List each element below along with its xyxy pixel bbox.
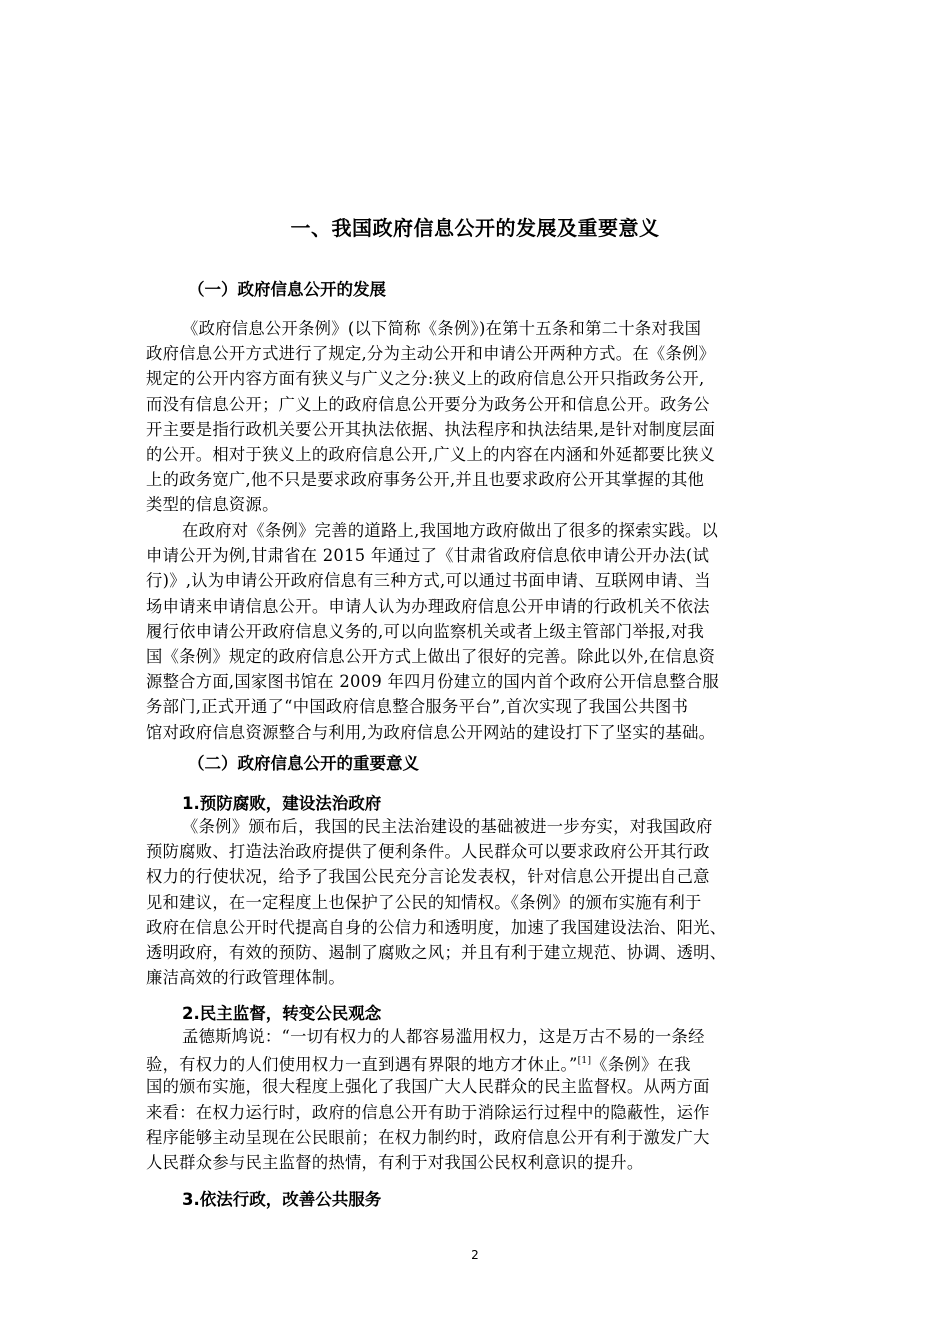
paragraph-1 — [146, 316, 814, 518]
paragraph-line: 行)》,认为申请公开政府信息有三种方式,可以通过书面申请、互联网申请、当 — [146, 571, 711, 591]
paragraph-line: 类型的信息资源。 — [146, 495, 279, 515]
subsection-heading-2: 2.民主监督，转变公民观念 — [182, 1004, 382, 1023]
page-title: 一、我国政府信息公开的发展及重要意义 — [290, 216, 660, 240]
paragraph-line: 而没有信息公开；广义上的政府信息公开要分为政务公开和信息公开。政务公 — [146, 394, 710, 414]
paragraph-line: 上的政务宽广,他不只是要求政府事务公开,并且也要求政府公开其掌握的其他 — [146, 470, 705, 490]
paragraph-line: 程序能够主动呈现在公民眼前；在权力制约时，政府信息公开有利于激发广大 — [146, 1127, 710, 1147]
paragraph-line: 《条例》颁布后，我国的民主法治建设的基础被进一步夯实，对我国政府 — [182, 817, 713, 836]
paragraph-line: 政府在信息公开时代提高自身的公信力和透明度，加速了我国建设法治、阳光、 — [146, 917, 727, 937]
page-number: 2 — [471, 1248, 479, 1262]
paragraph-line: 规定的公开内容方面有狭义与广义之分:狭义上的政府信息公开只指政务公开, — [146, 369, 705, 389]
paragraph-line-text: 验，有权力的人们使用权力一直到遇有界限的地方才休止。” — [146, 1055, 578, 1075]
paragraph-line: 《政府信息公开条例》(以下简称《条例》)在第十五条和第二十条对我国 — [182, 319, 702, 338]
paragraph-line: 预防腐败、打造法治政府提供了便利条件。人民群众可以要求政府公开其行政 — [146, 842, 710, 862]
paragraph-line: 政府信息公开方式进行了规定,分为主动公开和申请公开两种方式。在《条例》 — [146, 344, 716, 364]
paragraph-2 — [146, 518, 814, 745]
paragraph-line: 廉洁高效的行政管理体制。 — [146, 968, 345, 988]
paragraph-line: 履行依申请公开政府信息义务的,可以向监察机关或者上级主管部门举报,对我 — [146, 621, 705, 641]
paragraph-line: 透明政府，有效的预防、遏制了腐败之风；并且有利于建立规范、协调、透明、 — [146, 942, 727, 962]
paragraph-line: 权力的行使状况，给予了我国公民充分言论发表权，针对信息公开提出自己意 — [146, 867, 710, 887]
paragraph-3 — [146, 814, 814, 990]
paragraph-line: 的公开。相对于狭义上的政府信息公开,广义上的内容在内涵和外延都要比狭义 — [146, 444, 716, 464]
paragraph-line: 国的颁布实施，很大程度上强化了我国广大人民群众的民主监督权。从两方面 — [146, 1077, 710, 1097]
paragraph-line: 申请公开为例,甘肃省在 2015 年通过了《甘肃省政府信息依申请公开办法(试 — [146, 546, 710, 566]
paragraph-line: 务部门,正式开通了“中国政府信息整合服务平台”,首次实现了我国公共图书 — [146, 697, 689, 717]
paragraph-line: 国《条例》规定的政府信息公开方式上做出了很好的完善。除此以外,在信息资 — [146, 646, 716, 666]
paragraph-line: 人民群众参与民主监督的热情，有利于对我国公民权利意识的提升。 — [146, 1152, 644, 1172]
subsection-heading-3: 3.依法行政，改善公共服务 — [182, 1190, 382, 1209]
paragraph-line: 来看：在权力运行时，政府的信息公开有助于消除运行过程中的隐蔽性，运作 — [146, 1102, 710, 1122]
section-heading-2: （二）政府信息公开的重要意义 — [188, 754, 419, 773]
paragraph-line: 场申请来申请信息公开。申请人认为办理政府信息公开申请的行政机关不依法 — [146, 596, 710, 616]
paragraph-line: 在政府对《条例》完善的道路上,我国地方政府做出了很多的探索实践。以 — [182, 521, 719, 540]
subsection-heading-1: 1.预防腐败，建设法治政府 — [182, 794, 382, 813]
paragraph-line: 孟德斯鸠说：“一切有权力的人都容易滥用权力，这是万古不易的一条经 — [182, 1027, 705, 1046]
paragraph-line: 馆对政府信息资源整合与利用,为政府信息公开网站的建设打下了坚实的基础。 — [146, 722, 716, 742]
paragraph-line: 开主要是指行政机关要公开其执法依据、执法程序和执法结果,是针对制度层面 — [146, 419, 716, 439]
paragraph-line: 见和建议，在一定程度上也保护了公民的知情权。《条例》的颁布实施有利于 — [146, 892, 702, 912]
footnote-marker[interactable]: [1] — [577, 1056, 592, 1067]
paragraph-line — [146, 1049, 814, 1074]
paragraph-4 — [146, 1024, 814, 1175]
paragraph-line-tail: 《条例》在我 — [591, 1055, 691, 1075]
section-heading-1: （一）政府信息公开的发展 — [188, 280, 386, 299]
paragraph-line: 源整合方面,国家图书馆在 2009 年四月份建立的国内首个政府公开信息整合服 — [146, 672, 720, 692]
